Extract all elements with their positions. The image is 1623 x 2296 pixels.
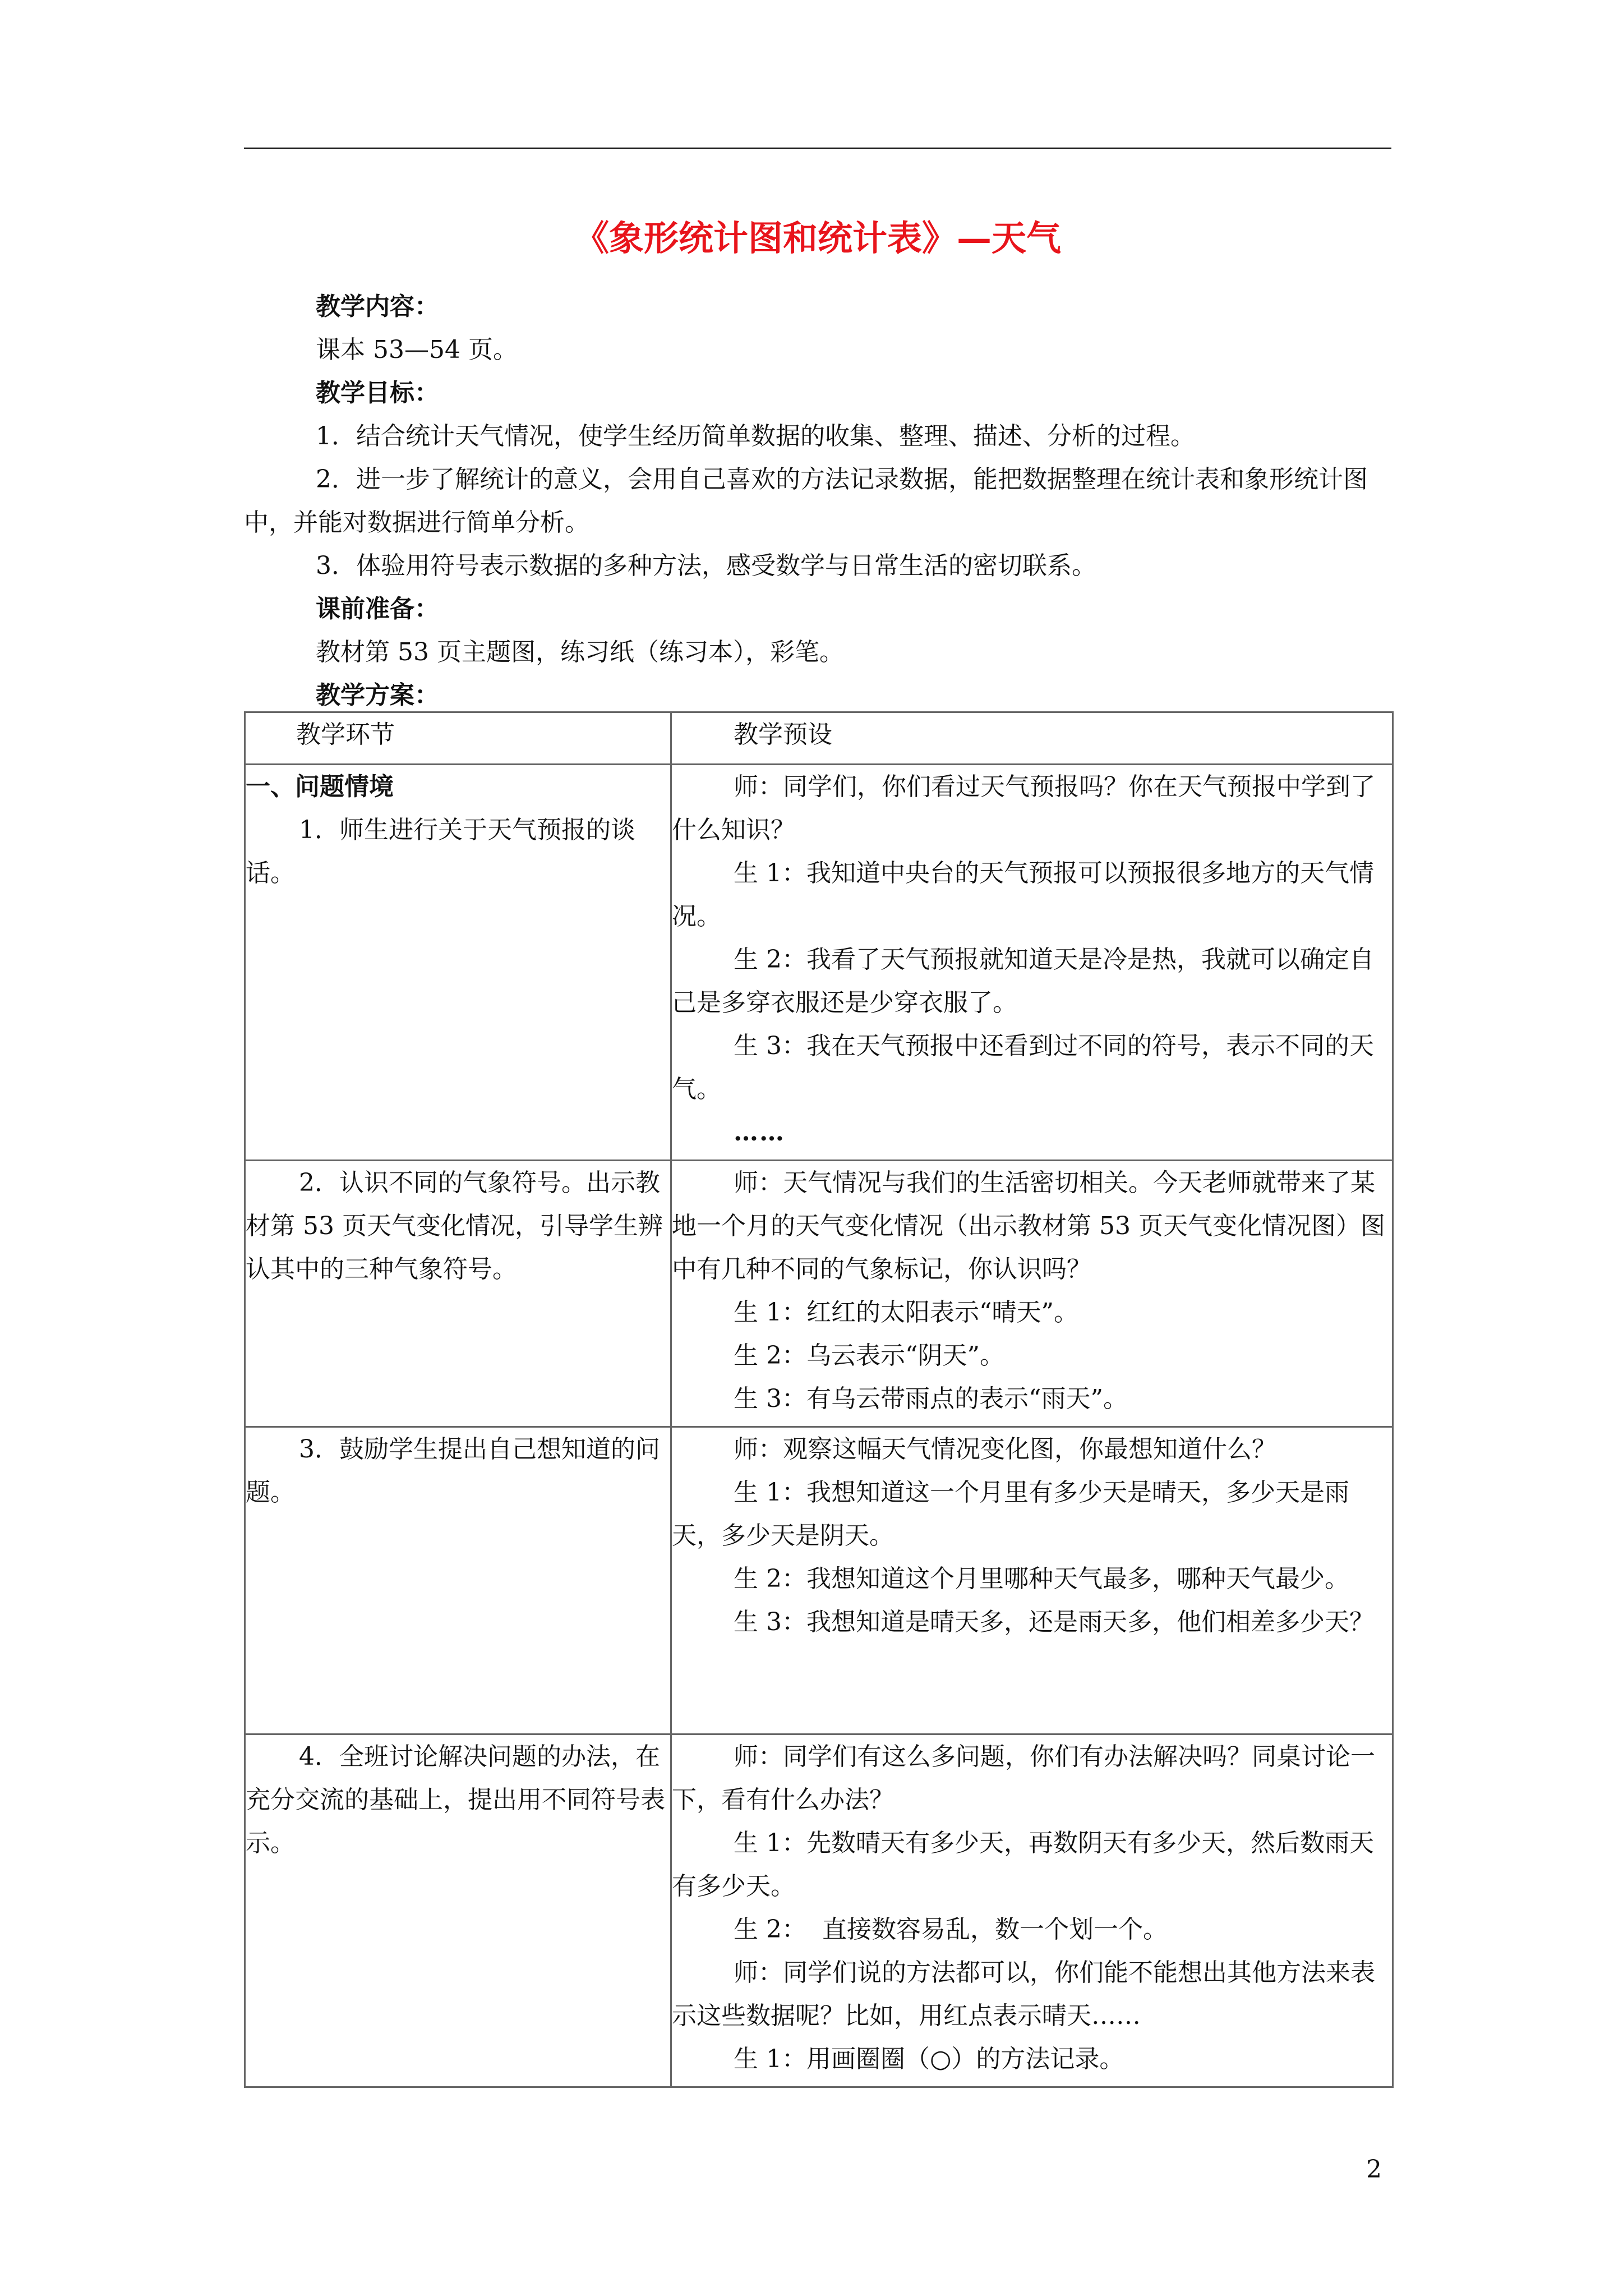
- table-row: [245, 1427, 1393, 1734]
- goal-item: 1．结合统计天气情况，使学生经历简单数据的收集、整理、描述、分析的过程。: [316, 422, 1195, 450]
- dialogue-line: 生 2： 直接数容易乱，数一个划一个。: [734, 1915, 1168, 1944]
- table-row: [245, 1734, 1393, 2087]
- stage-text: 4．全班讨论解决问题的办法，在充分交流的基础上，提出用不同符号表示。: [246, 1742, 665, 1857]
- table-row: [245, 765, 1393, 1161]
- dialogue-line: 师：同学们说的方法都可以，你们能不能想出其他方法来表示这些数据呢？比如，用红点表示晴天……: [672, 1958, 1375, 2030]
- dialogue-line: 师：同学们，你们看过天气预报吗？你在天气预报中学到了什么知识？: [672, 772, 1375, 844]
- dialogue-line: 生 1：先数晴天有多少天，再数阴天有多少天，然后数雨天有多少天。: [672, 1829, 1374, 1901]
- header-rule: [244, 148, 1391, 149]
- lesson-plan-table: [244, 711, 1394, 2088]
- ellipsis: ……: [734, 1118, 785, 1147]
- dialogue-line: 生 3：有乌云带雨点的表示“雨天”。: [734, 1384, 1128, 1413]
- dialogue-line: 生 1：用画圈圈（○）的方法记录。: [734, 2045, 1124, 2073]
- stage-text: 2．认识不同的气象符号。出示教材第 53 页天气变化情况，引导学生辨认其中的三种气象符号。: [246, 1168, 663, 1283]
- col-header-stage: 教学环节: [296, 720, 395, 749]
- dialogue-line: 师：观察这幅天气情况变化图，你最想知道什么？: [734, 1435, 1276, 1464]
- intro-section: [244, 285, 1391, 717]
- page-title: 《象形统计图和统计表》—天气: [574, 218, 1061, 259]
- content-text: 课本 53—54 页。: [316, 335, 518, 364]
- plan-heading: 教学方案：: [316, 681, 439, 710]
- goals-heading: 教学目标：: [316, 379, 439, 407]
- dialogue-line: 生 2：乌云表示“阴天”。: [734, 1341, 1004, 1370]
- table-header-row: [245, 712, 1393, 765]
- stage-text: 3．鼓励学生提出自己想知道的问题。: [246, 1435, 660, 1507]
- dialogue-line: 生 2：我想知道这个月里哪种天气最多，哪种天气最少。: [734, 1565, 1349, 1593]
- dialogue-line: 师：同学们有这么多问题，你们有办法解决吗？同桌讨论一下，看有什么办法？: [672, 1742, 1375, 1814]
- stage-text: 1．师生进行关于天气预报的谈话。: [246, 816, 635, 887]
- goal-item: 3．体验用符号表示数据的多种方法，感受数学与日常生活的密切联系。: [316, 551, 1096, 580]
- col-header-preset: 教学预设: [734, 720, 832, 749]
- content-heading: 教学内容：: [316, 292, 439, 321]
- dialogue-line: 师：天气情况与我们的生活密切相关。今天老师就带来了某地一个月的天气变化情况（出示教材第 53 页天气变化情况图）图中有几种不同的气象标记，你认识吗？: [672, 1168, 1385, 1283]
- prep-heading: 课前准备：: [316, 595, 439, 623]
- table-row: [245, 1161, 1393, 1427]
- dialogue-line: 生 1：我想知道这一个月里有多少天是晴天，多少天是雨天，多少天是阴天。: [672, 1478, 1349, 1550]
- dialogue-line: 生 3：我在天气预报中还看到过不同的符号，表示不同的天气。: [672, 1032, 1374, 1103]
- prep-text: 教材第 53 页主题图，练习纸（练习本），彩笔。: [316, 638, 844, 666]
- dialogue-line: 生 2：我看了天气预报就知道天是冷是热，我就可以确定自己是多穿衣服还是少穿衣服了。: [672, 945, 1374, 1017]
- dialogue-line: 生 1：我知道中央台的天气预报可以预报很多地方的天气情况。: [672, 859, 1374, 931]
- dialogue-line: 生 1：红红的太阳表示“晴天”。: [734, 1298, 1078, 1327]
- section-title: 一、问题情境: [246, 772, 394, 801]
- dialogue-line: 生 3：我想知道是晴天多，还是雨天多，他们相差多少天？: [734, 1608, 1374, 1636]
- page-number: 2: [1366, 2155, 1382, 2184]
- goal-item: 2．进一步了解统计的意义，会用自己喜欢的方法记录数据，能把数据整理在统计表和象形统计图中，并能对数据进行简单分析。: [244, 465, 1368, 537]
